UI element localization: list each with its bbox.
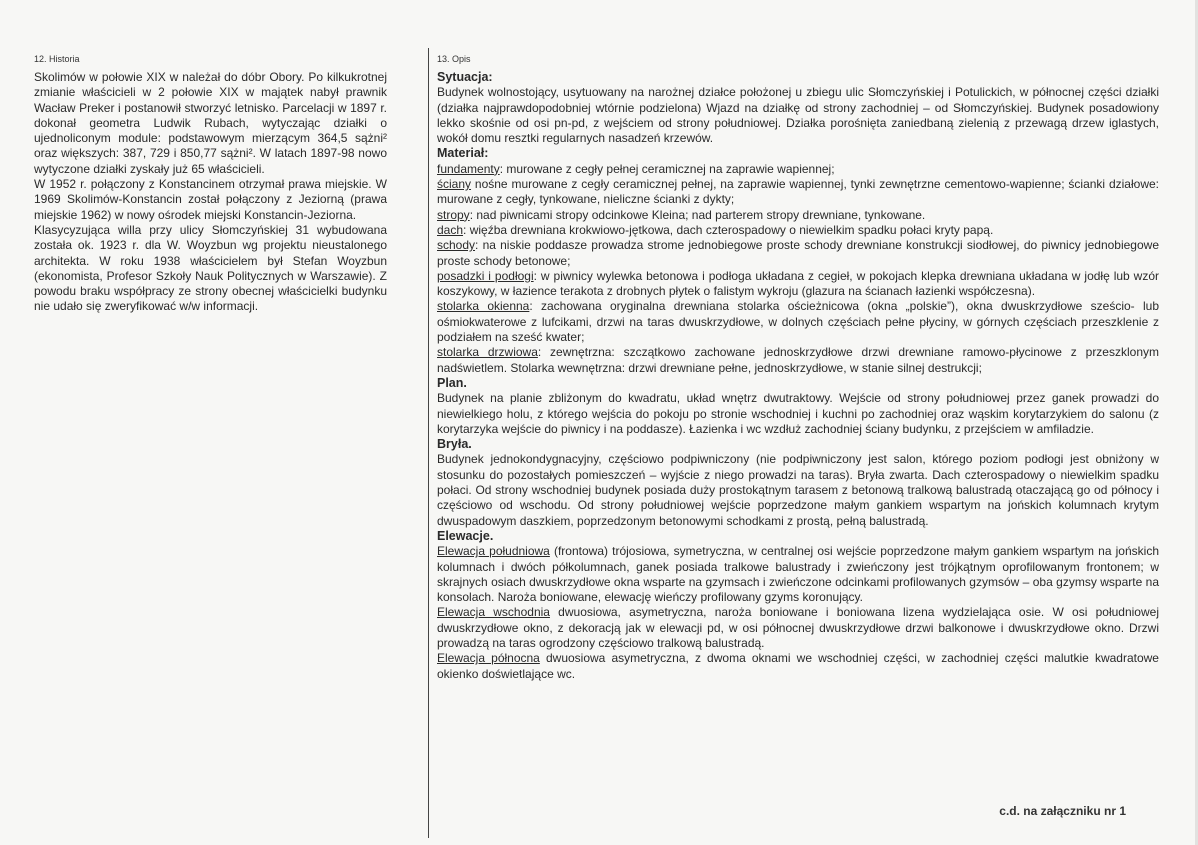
material-term: ściany xyxy=(437,177,472,192)
elevation-term: Elewacja północna xyxy=(437,651,540,666)
material-item xyxy=(437,345,1159,376)
material-item xyxy=(437,162,1159,177)
elevation-text: (frontowa) trójosiowa, symetryczna, w centralnej osi wejście poprzedzone małym gankiem wspartym na jońskich kolumnach i dwóch półkolumnach, ganek posiada tralkowe balustrady i zwieńczony jest trójkątnym oprofilowanym frontonem; w skrajnych osiach dwuskrzydłowe okna wsparte na gzymsach i zwieńczone odcinkami profilowanych gzymsów – oba gzymsy wsparte na konsolach. Naroża boniowane, elewację wieńczy profilowany gzyms koronujący. xyxy=(437,544,1159,605)
material-item xyxy=(437,299,1159,345)
description-heading: 13. Opis xyxy=(437,54,471,64)
material-heading: Materiał: xyxy=(437,146,489,161)
elevation-term: Elewacja południowa xyxy=(437,544,550,559)
material-item xyxy=(437,208,1159,223)
material-text: : nad piwnicami stropy odcinkowe Kleina; nad parterem stropy drewniane, tynkowane. xyxy=(469,207,926,222)
massing-text: Budynek jednokondygnacyjny, częściowo podpiwniczony (nie podpiwniczony jest salon, którego poziom podłogi jest obniżony w stosunku do pozostałych pomieszczeń – wyjście z niego prowadzi na taras). Bryła zwarta. Dach czterospadowy o niewielkim spadku połaci. Od strony wschodniej budynek posiada duży prostokątnym tarasem z betonową tralkową balustradą otaczającą go od północy i częściowo od wschodu. Od strony południowej wejście poprzedzone małym gankiem wspartym na jońskich kolumnach krytym dwuspadowym daszkiem, poprzedzonym betonowymi schodkami z prostą, pełną balustradą. xyxy=(437,452,1159,528)
material-item xyxy=(437,223,1159,238)
history-paragraph: Skolimów w połowie XIX w należał do dóbr Obory. Po kilkukrotnej zmianie właścicieli w 2 połowie XIX w majątek nabył prawnik Wacław Preker i postanowił stworzyć letnisko. Parcelacji w 1897 r. dokonał geometra Ludwik Rubach, wytyczając działki o ujednoliconym module: podstawowym mierzącym 364,5 sążni² oraz większych: 387, 729 i 850,77 sążni². W latach 1897-98 nowo wytyczone działki zyskały już 65 właścicieli. xyxy=(34,70,387,176)
material-term: stropy xyxy=(437,207,470,222)
history-heading: 12. Historia xyxy=(34,54,80,64)
elevation-item xyxy=(437,651,1159,682)
material-item xyxy=(437,269,1159,300)
material-text: : na niskie poddasze prowadza strome jednobiegowe proste schody drewniane konstrukcji siodłowej, do piwnicy jednobiegowe proste schody betonowe; xyxy=(437,238,1159,268)
material-text: : w piwnicy wylewka betonowa i podłoga układana z cegieł, w pokojach klepka drewniana układana w jodłę lub wzór koszykowy, w łazience terakota z drobnych płytek o falistym wykroju (glazura na ścianach łazienki współczesna). xyxy=(437,268,1159,299)
description-section xyxy=(437,54,1159,682)
elevation-item xyxy=(437,605,1159,651)
situation-text: Budynek wolnostojący, usytuowany na narożnej działce położonej u zbiegu ulic Słomczyńskiej i Potulickich, w północnej części działki (działka najprawdopodobniej wtórnie podzielona) Wjazd na działkę od strony zachodniej – od Słomczyńskiej. Budynek posadowiony lekko skośnie od osi pn-pd, z wejściem od strony południowej. Działka porośnięta zaniedbaną zielenią z przewagą drzew iglastych, wokół domu resztki regularnych nasadzeń krzewów. xyxy=(437,85,1159,146)
continuation-note: c.d. na załączniku nr 1 xyxy=(999,804,1126,818)
massing-heading: Bryła. xyxy=(437,437,472,452)
elevation-text: dwuosiowa, asymetryczna, naroża boniowane i boniowana lizena wydzielająca osie. W osi południowej dwuskrzydłowe okno, z dekoracją jak w elewacji pd, w osi północnej dwuskrzydłowe drzwi balkonowe i dwuskrzydłowe okno. Drzwi prowadzą na taras ogrodzony częściowo tralkową balustradą. xyxy=(437,605,1159,650)
column-divider xyxy=(428,48,429,838)
material-term: dach xyxy=(437,222,464,237)
material-term: stolarka drzwiowa xyxy=(437,345,538,360)
material-text: : zachowana oryginalna drewniana stolarka ościeżnicowa (okna „polskie”), okna dwuskrzydłowe sześcio- lub ośmiokwaterowe z lufcikami, drzwi na taras dwuskrzydłowe, w dolnych częściach pełne płyciny, w górnych częściach przeszklenie z podziałem na sześć kwater; xyxy=(437,299,1159,345)
material-text: : murowane z cegły pełnej ceramicznej na zaprawie wapiennej; xyxy=(499,161,835,176)
plan-text: Budynek na planie zbliżonym do kwadratu, układ wnętrz dwutraktowy. Wejście od strony południowej przez ganek prowadzi do niewielkiego holu, z którego wejścia do pokoju po stronie wschodniej i kuchni po zachodniej oraz wąskim korytarzykiem do salonu (z korytarzyka wejście do piwnicy i na poddasze). Łazienka i wc wzdłuż zachodniej ściany budynku, z przejściem w amfiladzie. xyxy=(437,391,1159,436)
plan-heading: Plan. xyxy=(437,375,467,390)
material-term: fundamenty xyxy=(437,161,500,176)
material-text: : więźba drewniana krokwiowo-jętkowa, dach czterospadowy o niewielkim spadku połaci kryty papą. xyxy=(463,222,994,237)
elevation-item xyxy=(437,544,1159,605)
material-term: posadzki i podłogi xyxy=(437,268,534,283)
elevations-heading: Elewacje. xyxy=(437,528,494,543)
elevation-text: dwuosiowa asymetryczna, z dwoma oknami we wschodniej części, w zachodniej części malutkie kwadratowe okienko doświetlające wc. xyxy=(437,651,1159,681)
history-paragraph: Klasycyzująca willa przy ulicy Słomczyńskiej 31 wybudowana została ok. 1923 r. dla W. Woyzbun wg projektu nieustalonego architekta. W roku 1938 właścicielem był Stefan Woyzbun (ekonomista, Profesor Szkoły Nauk Politycznych w Warszawie). Z powodu braku współpracy ze strony obecnej właścicielki budynku nie udało się zweryfikować w/w informacji. xyxy=(34,222,387,314)
material-text: nośne murowane z cegły ceramicznej pełnej, na zaprawie wapiennej, tynki zewnętrzne cementowo-wapienne; ścianki działowe: murowane z cegły, tynkowane, nieliczne ścianki z dykty; xyxy=(437,177,1159,207)
material-item xyxy=(437,177,1159,208)
situation-heading: Sytuacja: xyxy=(437,70,493,84)
elevation-term: Elewacja wschodnia xyxy=(437,605,550,620)
material-term: stolarka okienna xyxy=(437,299,530,314)
material-item xyxy=(437,238,1159,269)
history-section xyxy=(34,54,387,315)
history-paragraph: W 1952 r. połączony z Konstancinem otrzymał prawa miejskie. W 1969 Skolimów-Konstancin został połączony z Jeziorną (prawa miejskie 1962) w nowy ośrodek miejski Konstancin-Jeziorna. xyxy=(34,177,387,222)
material-term: schody xyxy=(437,238,476,253)
material-text: : zewnętrzna: szczątkowo zachowane jednoskrzydłowe drzwi drewniane ramowo-płycinowe z przeszklonym nadświetlem. Stolarka wewnętrzna: drzwi drewniane pełne, jednoskrzydłowe, w stanie silnej destrukcji; xyxy=(437,345,1159,375)
